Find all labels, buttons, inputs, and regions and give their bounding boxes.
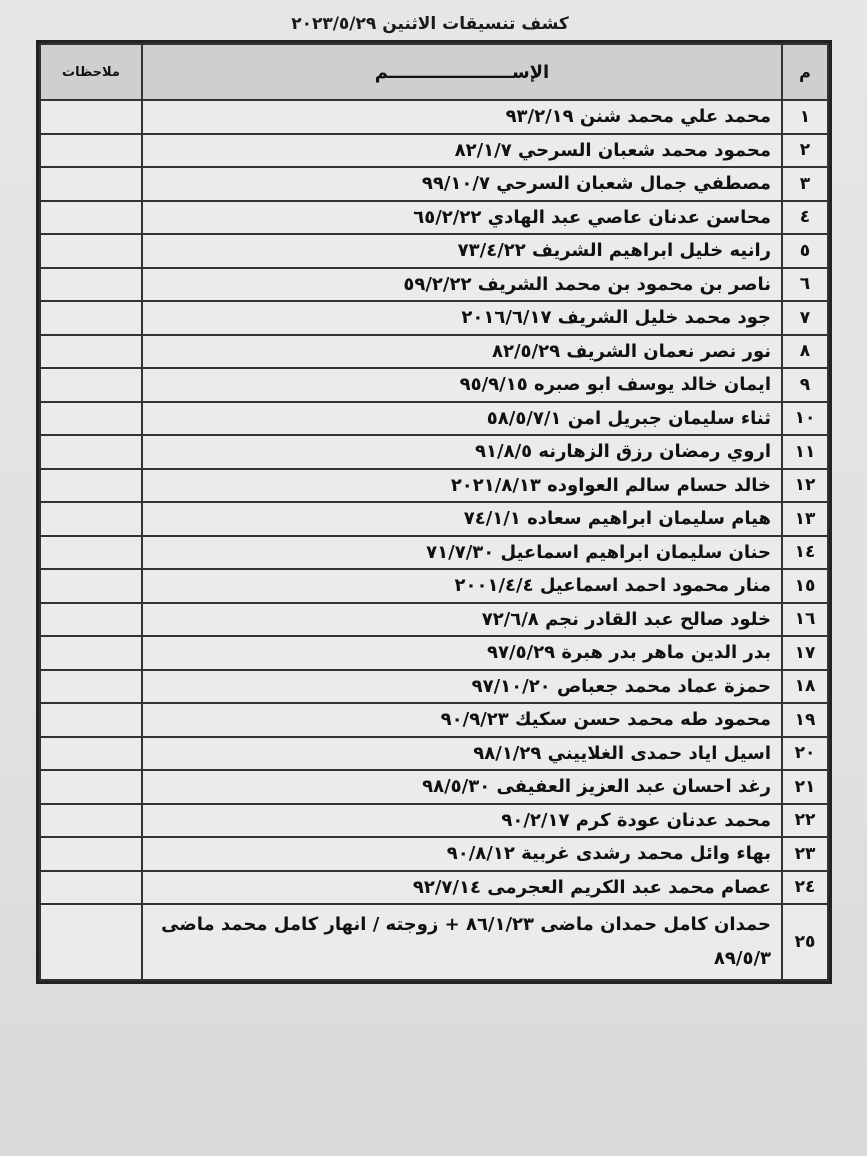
names-table	[39, 43, 829, 981]
row-notes	[40, 268, 142, 302]
table-row	[40, 636, 828, 670]
row-number: ١١	[782, 435, 828, 469]
table-row	[40, 804, 828, 838]
row-notes	[40, 837, 142, 871]
table-row	[40, 502, 828, 536]
row-name: اسيل اياد حمدى الغلاييني ٩٨/١/٢٩	[142, 737, 782, 771]
names-table-frame	[36, 40, 832, 984]
table-row	[40, 569, 828, 603]
row-name: محاسن عدنان عاصي عبد الهادي ٦٥/٢/٢٢	[142, 201, 782, 235]
row-number: ٣	[782, 167, 828, 201]
header-notes: ملاحظات	[40, 44, 142, 100]
row-number: ٢٣	[782, 837, 828, 871]
row-name: محمود محمد شعبان السرحي ٨٢/١/٧	[142, 134, 782, 168]
row-notes	[40, 469, 142, 503]
row-name: بدر الدين ماهر بدر هبرة ٩٧/٥/٢٩	[142, 636, 782, 670]
table-row	[40, 402, 828, 436]
row-name: ايمان خالد يوسف ابو صبره ٩٥/٩/١٥	[142, 368, 782, 402]
row-name: محمد علي محمد شنن ٩٣/٢/١٩	[142, 100, 782, 134]
table-row	[40, 234, 828, 268]
table-row	[40, 871, 828, 905]
table-row	[40, 167, 828, 201]
row-name: خلود صالح عبد القادر نجم ٧٢/٦/٨	[142, 603, 782, 637]
row-notes	[40, 368, 142, 402]
row-name: ثناء سليمان جبريل امن ٥٨/٥/٧/١	[142, 402, 782, 436]
row-number: ٢١	[782, 770, 828, 804]
row-number: ١٩	[782, 703, 828, 737]
row-number: ٢٠	[782, 737, 828, 771]
row-name: رانيه خليل ابراهيم الشريف ٧٣/٤/٢٢	[142, 234, 782, 268]
row-notes	[40, 770, 142, 804]
row-notes	[40, 100, 142, 134]
row-number: ٧	[782, 301, 828, 335]
table-row	[40, 368, 828, 402]
row-number: ٢	[782, 134, 828, 168]
row-number: ١٠	[782, 402, 828, 436]
table-row	[40, 904, 828, 980]
row-number: ١٨	[782, 670, 828, 704]
row-name: هيام سليمان ابراهيم سعاده ٧٤/١/١	[142, 502, 782, 536]
row-name: محمود طه محمد حسن سكيك ٩٠/٩/٢٣	[142, 703, 782, 737]
table-row	[40, 770, 828, 804]
row-name: عصام محمد عبد الكريم العجرمى ٩٢/٧/١٤	[142, 871, 782, 905]
row-name: نور نصر نعمان الشريف ٨٢/٥/٢٩	[142, 335, 782, 369]
row-notes	[40, 871, 142, 905]
row-number: ٦	[782, 268, 828, 302]
row-name: حمزة عماد محمد جعباص ٩٧/١٠/٢٠	[142, 670, 782, 704]
row-notes	[40, 904, 142, 980]
row-name: منار محمود احمد اسماعيل ٢٠٠١/٤/٤	[142, 569, 782, 603]
row-number: ٢٢	[782, 804, 828, 838]
row-name: محمد عدنان عودة كرم ٩٠/٢/١٧	[142, 804, 782, 838]
row-number: ٤	[782, 201, 828, 235]
row-notes	[40, 636, 142, 670]
row-number: ٩	[782, 368, 828, 402]
row-name: مصطفي جمال شعبان السرحي ٩٩/١٠/٧	[142, 167, 782, 201]
table-row	[40, 435, 828, 469]
row-notes	[40, 737, 142, 771]
header-number: م	[782, 44, 828, 100]
row-number: ٢٥	[782, 904, 828, 980]
row-notes	[40, 703, 142, 737]
row-notes	[40, 670, 142, 704]
table-row	[40, 603, 828, 637]
row-notes	[40, 435, 142, 469]
table-row	[40, 536, 828, 570]
row-notes	[40, 536, 142, 570]
document-title: كشف تنسيقات الاثنين ٢٠٢٣/٥/٢٩	[291, 14, 569, 34]
row-notes	[40, 167, 142, 201]
row-notes	[40, 804, 142, 838]
row-notes	[40, 301, 142, 335]
row-name: حنان سليمان ابراهيم اسماعيل ٧١/٧/٣٠	[142, 536, 782, 570]
table-row	[40, 469, 828, 503]
row-notes	[40, 502, 142, 536]
row-name: خالد حسام سالم العواوده ٢٠٢١/٨/١٣	[142, 469, 782, 503]
table-row	[40, 201, 828, 235]
table-row	[40, 703, 828, 737]
row-number: ٢٤	[782, 871, 828, 905]
row-number: ١٢	[782, 469, 828, 503]
row-number: ١	[782, 100, 828, 134]
row-number: ١٥	[782, 569, 828, 603]
table-row	[40, 268, 828, 302]
table-row	[40, 737, 828, 771]
row-number: ١٦	[782, 603, 828, 637]
header-name: الإســــــــــــــــــــم	[142, 44, 782, 100]
table-row	[40, 100, 828, 134]
row-notes	[40, 569, 142, 603]
row-notes	[40, 603, 142, 637]
row-name: اروي رمضان رزق الزهارنه ٩١/٨/٥	[142, 435, 782, 469]
row-number: ١٤	[782, 536, 828, 570]
row-number: ٥	[782, 234, 828, 268]
row-notes	[40, 402, 142, 436]
row-name: رغد احسان عبد العزيز العفيفى ٩٨/٥/٣٠	[142, 770, 782, 804]
row-name: ناصر بن محمود بن محمد الشريف ٥٩/٢/٢٢	[142, 268, 782, 302]
row-notes	[40, 234, 142, 268]
row-name: بهاء وائل محمد رشدى غربية ٩٠/٨/١٢	[142, 837, 782, 871]
table-row	[40, 134, 828, 168]
row-notes	[40, 201, 142, 235]
row-notes	[40, 335, 142, 369]
table-row	[40, 670, 828, 704]
table-header-row	[40, 44, 828, 100]
table-row	[40, 335, 828, 369]
row-name: جود محمد خليل الشريف ٢٠١٦/٦/١٧	[142, 301, 782, 335]
row-number: ١٣	[782, 502, 828, 536]
row-notes	[40, 134, 142, 168]
table-row	[40, 301, 828, 335]
row-name: حمدان كامل حمدان ماضى ٨٦/١/٢٣ + زوجته / انهار كامل محمد ماضى ٨٩/٥/٣	[142, 904, 782, 980]
row-number: ٨	[782, 335, 828, 369]
row-number: ١٧	[782, 636, 828, 670]
table-row	[40, 837, 828, 871]
